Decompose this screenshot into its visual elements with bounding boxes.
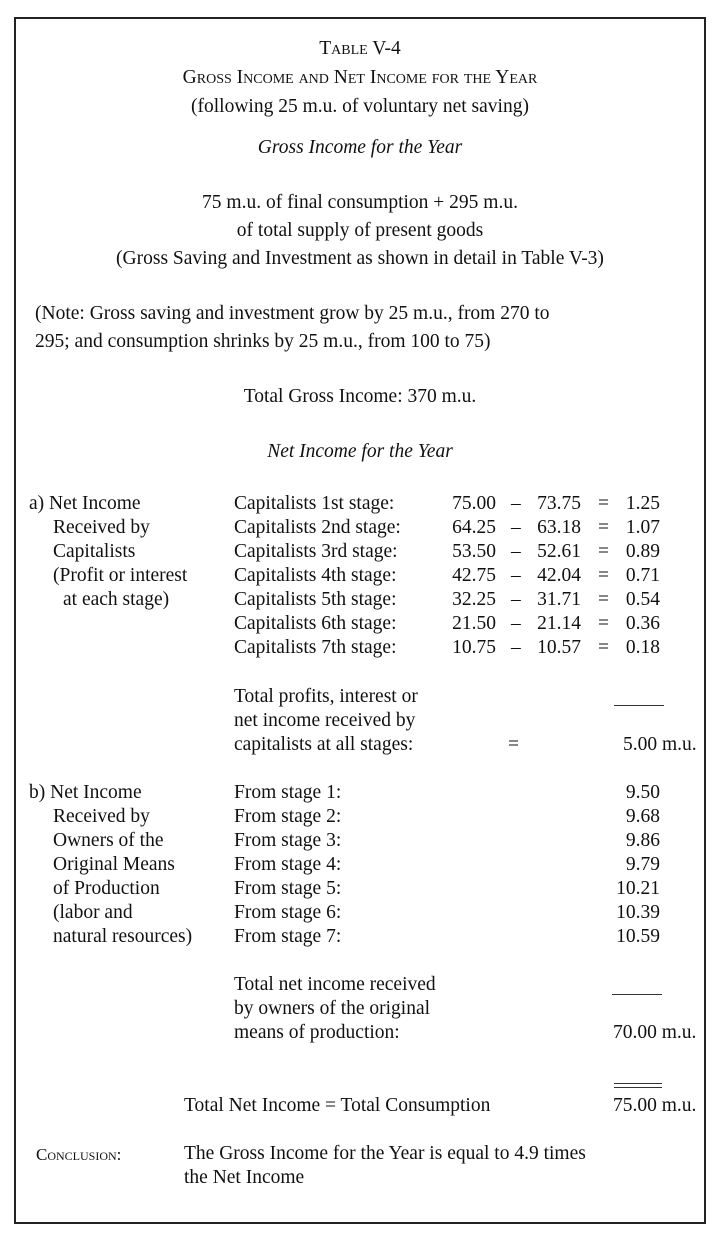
capitalists-value-b: 73.75 [537, 493, 581, 514]
capitalists-value-b: 52.61 [537, 541, 581, 562]
owners-stage-value: 10.21 [616, 878, 660, 899]
capitalists-stage-label: Capitalists 5th stage: [234, 589, 397, 610]
owners-total-rule [612, 994, 662, 995]
owners-stage-value: 9.86 [625, 830, 660, 851]
capitalists-minus-sign: – [511, 493, 521, 514]
capitalists-value-a: 32.25 [452, 589, 496, 610]
capitalists-equals-sign: = [598, 493, 609, 514]
capitalists-stage-label: Capitalists 2nd stage: [234, 517, 401, 538]
capitalists-value-a: 53.50 [452, 541, 496, 562]
capitalists-value-b: 21.14 [537, 613, 581, 634]
grand-total-double-rule [614, 1083, 662, 1088]
owners-stage-label: From stage 1: [234, 782, 342, 803]
owners-stage-value: 9.79 [625, 854, 660, 875]
gross-note-line-1: (Note: Gross saving and investment grow by 25 m.u., from 270 to [35, 303, 550, 324]
owners-total-line: by owners of the original [234, 998, 431, 1019]
capitalists-total-line: net income received by [234, 710, 416, 731]
capitalists-equals-sign: = [598, 637, 609, 658]
capitalists-minus-sign: – [511, 589, 521, 610]
owners-stage-value: 10.59 [616, 926, 660, 947]
capitalists-label-line: Received by [53, 517, 150, 538]
capitalists-value-b: 31.71 [537, 589, 581, 610]
capitalists-value-a: 10.75 [452, 637, 496, 658]
capitalists-value-c: 0.36 [625, 613, 660, 634]
capitalists-minus-sign: – [511, 517, 521, 538]
capitalists-stage-label: Capitalists 4th stage: [234, 565, 397, 586]
owners-label-line: Received by [53, 806, 150, 827]
owners-stage-label: From stage 3: [234, 830, 342, 851]
capitalists-equals-sign: = [598, 565, 609, 586]
owners-label-line: Original Means [53, 854, 175, 875]
capitalists-equals-sign: = [598, 541, 609, 562]
owners-stage-label: From stage 5: [234, 878, 342, 899]
owners-stage-value: 9.50 [625, 782, 660, 803]
grand-total-value: 75.00 m.u. [613, 1095, 697, 1116]
conclusion-line-1: The Gross Income for the Year is equal to 4.9 times [184, 1143, 586, 1164]
table-subtitle: (following 25 m.u. of voluntary net saving) [191, 96, 529, 117]
conclusion-label: Conclusion: [36, 1145, 122, 1164]
capitalists-value-b: 42.04 [537, 565, 581, 586]
capitalists-value-c: 1.07 [625, 517, 660, 538]
owners-total-line: means of production: [234, 1022, 400, 1043]
capitalists-value-a: 64.25 [452, 517, 496, 538]
capitalists-label-line: at each stage) [63, 589, 170, 610]
gross-line-1: 75 m.u. of final consumption + 295 m.u. [202, 192, 518, 213]
capitalists-value-b: 63.18 [537, 517, 581, 538]
capitalists-label-line: a) Net Income [29, 493, 141, 514]
owners-stage-value: 9.68 [625, 806, 660, 827]
gross-income-heading: Gross Income for the Year [257, 137, 463, 158]
table-frame [14, 17, 706, 1224]
capitalists-value-a: 21.50 [452, 613, 496, 634]
owners-stage-label: From stage 7: [234, 926, 342, 947]
conclusion-line-2: the Net Income [184, 1167, 305, 1188]
capitalists-value-a: 75.00 [452, 493, 496, 514]
owners-label-line: Owners of the [53, 830, 164, 851]
capitalists-equals-sign: = [598, 517, 609, 538]
owners-total-value: 70.00 m.u. [613, 1022, 697, 1043]
capitalists-value-c: 0.89 [625, 541, 660, 562]
owners-total-line: Total net income received [234, 974, 436, 995]
owners-label-line: (labor and [53, 902, 133, 923]
capitalists-equals-sign: = [598, 589, 609, 610]
owners-label-line: of Production [53, 878, 160, 899]
capitalists-stage-label: Capitalists 1st stage: [234, 493, 395, 514]
capitalists-total-rule [614, 705, 664, 706]
owners-stage-label: From stage 6: [234, 902, 342, 923]
capitalists-minus-sign: – [511, 613, 521, 634]
capitalists-minus-sign: – [511, 565, 521, 586]
owners-stage-label: From stage 2: [234, 806, 342, 827]
capitalists-stage-label: Capitalists 6th stage: [234, 613, 397, 634]
capitalists-value-a: 42.75 [452, 565, 496, 586]
capitalists-minus-sign: – [511, 637, 521, 658]
net-income-heading: Net Income for the Year [267, 441, 453, 462]
capitalists-value-c: 0.18 [625, 637, 660, 658]
total-gross-income: Total Gross Income: 370 m.u. [243, 386, 477, 407]
table-title: Gross Income and Net Income for the Year [182, 67, 538, 88]
owners-stage-label: From stage 4: [234, 854, 342, 875]
capitalists-minus-sign: – [511, 541, 521, 562]
capitalists-value-b: 10.57 [537, 637, 581, 658]
owners-label-line: b) Net Income [29, 782, 142, 803]
table-number: Table V-4 [319, 38, 401, 59]
capitalists-equals-sign: = [598, 613, 609, 634]
capitalists-value-c: 0.71 [625, 565, 660, 586]
capitalists-label-line: Capitalists [53, 541, 136, 562]
capitalists-total-line: Total profits, interest or [234, 686, 418, 707]
gross-note-line-2: 295; and consumption shrinks by 25 m.u., from 100 to 75) [35, 331, 491, 352]
capitalists-total-value: 5.00 m.u. [623, 734, 697, 755]
owners-label-line: natural resources) [53, 926, 193, 947]
capitalists-value-c: 0.54 [625, 589, 660, 610]
capitalists-total-line: capitalists at all stages: [234, 734, 414, 755]
owners-stage-value: 10.39 [616, 902, 660, 923]
capitalists-value-c: 1.25 [625, 493, 660, 514]
grand-total-label: Total Net Income = Total Consumption [184, 1095, 491, 1116]
gross-line-2: of total supply of present goods [236, 220, 484, 241]
capitalists-label-line: (Profit or interest [53, 565, 188, 586]
gross-line-3: (Gross Saving and Investment as shown in detail in Table V-3) [116, 248, 604, 269]
capitalists-stage-label: Capitalists 3rd stage: [234, 541, 398, 562]
capitalists-total-equals: = [508, 734, 519, 755]
capitalists-stage-label: Capitalists 7th stage: [234, 637, 397, 658]
